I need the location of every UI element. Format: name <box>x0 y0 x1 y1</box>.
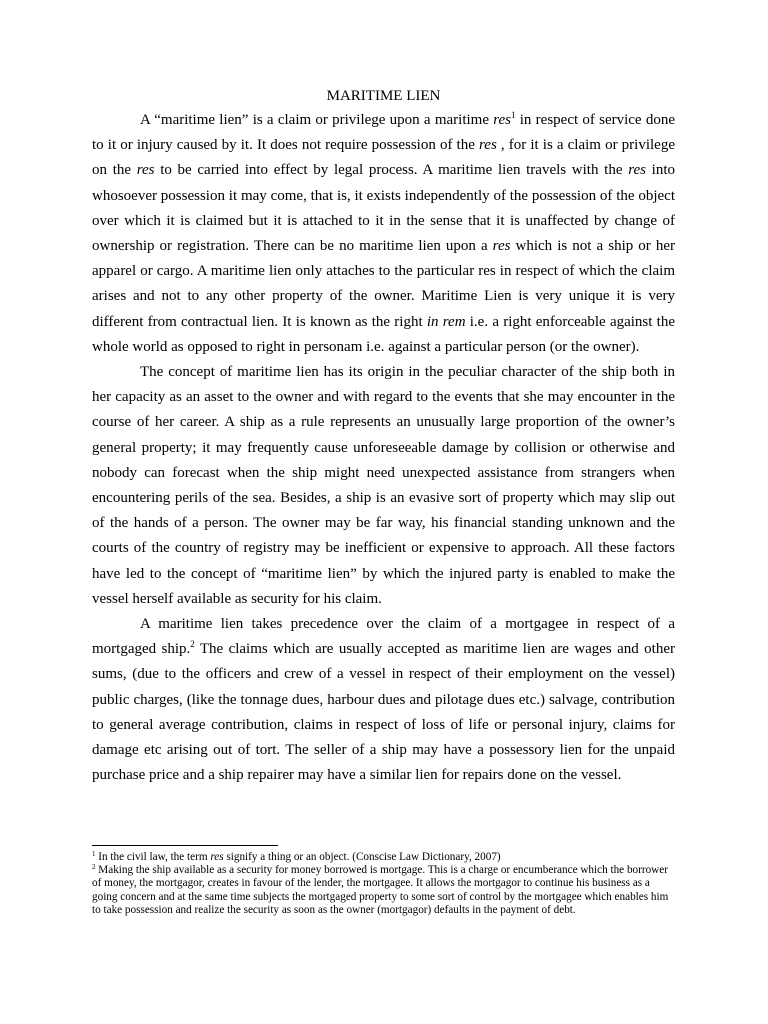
paragraph-text: which is not a ship or her apparel or cargo. A maritime lien only attaches to the particular res in respect of which the claim arises and not to any other property of the owner. Maritime Lien is very unique it is very different from contractual lien. It is known as the right <box>92 238 676 330</box>
paragraph-text: A “maritime lien” is a claim or privilege upon a maritime <box>140 112 494 128</box>
footnote-ref-2[interactable]: 2 <box>190 639 195 650</box>
paragraph-text: The claims which are usually accepted as maritime lien are wages and other sums, (due to the officers and crew of a vessel in respect of their employment on the vessel) public charges, (like the tonnage dues, harbour dues and pilotage dues etc.) salvage, contribution to general average contribution, claims in respect of loss of life or personal injury, claims for damage etc arising out of tort. The seller of a ship may have a possessory lien for the unpaid purchase price and a ship repairer may have a similar lien for repairs done on the vessel. <box>92 641 675 784</box>
footnote-divider <box>92 845 278 846</box>
italic-term-res: res <box>493 112 512 128</box>
footnote-number: 2 <box>92 863 96 872</box>
paragraph-2: The concept of maritime lien has its origin in the peculiar character of the ship both in her capacity as an asset to the owner and with regard to the events that she may encounter in the course of her career. A ship as a rule represents an unusually large proportion of the owner’s general property; it may frequently cause unforeseeable damage by collision or otherwise and nobody can forecast when the ship might need unexpected assistance from strangers when encountering perils of the sea. Besides, a ship is an evasive sort of property which may slip out of the hands of a person. The owner may be far way, his financial standing unknown and the courts of the country of registry may be inefficient or expensive to approach. All these factors have led to the concept of “maritime lien” by which the injured party is enabled to make the vessel herself available as security for his claim. <box>92 364 675 607</box>
paragraph-3 <box>92 612 675 788</box>
paragraph-text: i.e. a right enforceable against the whole world as opposed to right in personam i.e. against a particular person (or the owner). <box>92 313 675 355</box>
document-title: MARITIME LIEN <box>326 88 441 104</box>
footnote-text: In the civil law, the term <box>95 851 211 863</box>
italic-term-res: res <box>479 137 497 154</box>
italic-term-res: res <box>628 162 646 179</box>
footnote-number: 1 <box>92 850 96 858</box>
paragraph-text: into whosoever possession it may come, that is, it exists independently of the possession of the object over which it is claimed but it is attached to it in the sense that it is unaffected by change of ownership or registration. There can be no maritime lien upon a <box>92 162 675 255</box>
footnote-1 <box>92 851 675 864</box>
document-body <box>92 108 675 788</box>
footnote-text: Making the ship available as a security for money borrowed is mortgage. This is a charge or encumberance which the borrower of money, the mortgagor, creates in favour of the lender, the mortgagee. It allows the mortgagor to continue his business as a going concern and at the same time subjects the mortgaged property to some sort of control by the mortgagee which enables him to take possession and realize the security as soon as the owner (mortgagor) defaults in the payment of debt. <box>92 864 669 916</box>
paragraph-text: in respect of service done to it or injury caused by it. It does not require possession of the <box>92 112 675 154</box>
paragraph-1 <box>92 108 675 360</box>
paragraph-text: , for it is a claim or privilege on the <box>92 137 675 179</box>
italic-term-res: res <box>136 162 155 179</box>
paragraph-text: to be carried into effect by legal process. A maritime lien travels with the <box>154 162 629 179</box>
footnote-text: signify a thing or an object. (Conscise Law Dictionary, 2007) <box>223 851 501 863</box>
paragraph-text: A maritime lien takes precedence over the claim of a mortgagee in respect of a mortgaged ship. <box>92 616 675 658</box>
italic-term-res: res <box>210 851 224 863</box>
italic-term-res: res <box>492 238 511 255</box>
italic-term-in-rem: in rem <box>426 313 466 330</box>
footnote-ref-1[interactable]: 1 <box>511 110 516 120</box>
footnote-2 <box>92 864 675 917</box>
footnotes <box>92 851 675 917</box>
